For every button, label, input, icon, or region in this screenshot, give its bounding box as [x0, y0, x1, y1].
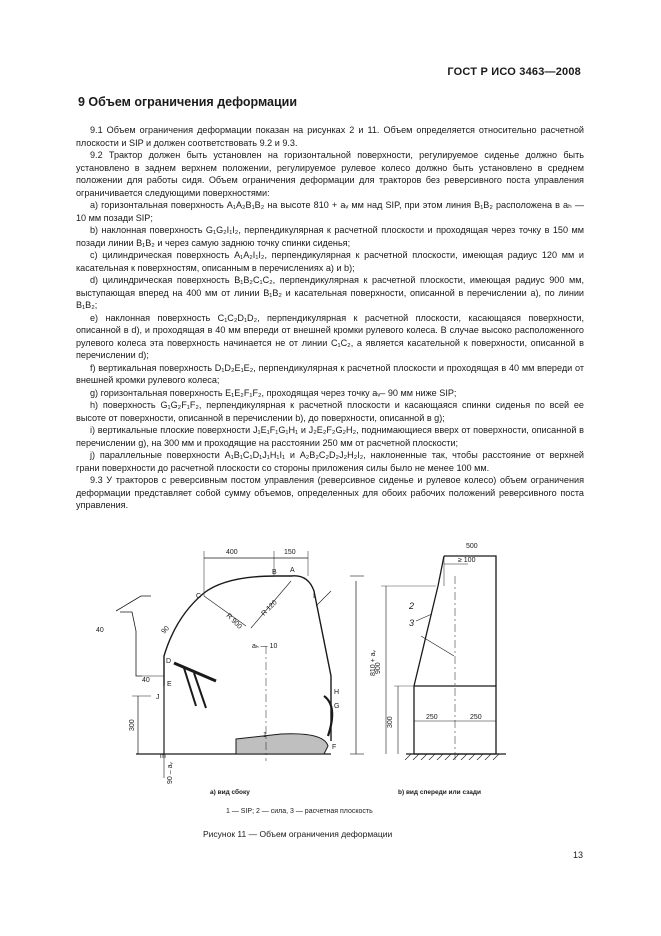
dim-av: 90 – aᵥ	[167, 762, 174, 784]
paragraph-9-1: 9.1 Объем ограничения деформации показан на рисунках 2 и 11. Объем определяется относительно расчетной плоскости и SIP и должен соответствовать 9.2 и 9.3.	[76, 125, 584, 148]
paragraph-9-3: 9.3 У тракторов с реверсивным постом управления (реверсивное сиденье и рулевое колесо) объем ограничения деформации представляет собой сумму объемов, определенных для обоих рабочих положений реверсивного поста управления.	[76, 475, 584, 510]
point-G: G	[334, 703, 340, 710]
caption-front-view: b) вид спереди или сзади	[398, 789, 481, 796]
point-F: F	[332, 744, 337, 751]
dim-500: 500	[466, 543, 478, 550]
figure-title: Рисунок 11 — Объем ограничения деформации	[203, 829, 393, 839]
radius-900: R 900	[224, 612, 243, 631]
page-number: 13	[573, 850, 584, 860]
item-a: a) горизонтальная поверхность A₁A₂B₁B₂ на высоте 810 + aᵥ мм над SIP, при этом линия B₁B₂ расположена в aₕ — 10 мм позади SIP;	[76, 200, 584, 223]
item-f: f) вертикальная поверхность D₁D₂E₁E₂, перпендикулярная к расчетной плоскости и проходящая в 40 мм впереди от внешней кромки рулевого колеса;	[76, 362, 584, 385]
dim-40-top: 40	[96, 627, 104, 634]
dim-90: 90	[160, 624, 171, 636]
point-B: B	[272, 569, 277, 576]
dim-150: 150	[284, 549, 296, 556]
body-text	[76, 124, 584, 512]
section-title: 9 Объем ограничения деформации	[78, 95, 298, 109]
item-d: d) цилиндрическая поверхность B₁B₂C₁C₂, перпендикулярная к расчетной плоскости, имеющая радиус 900 мм, выступающая вперед на 400 мм от линии B₁B₂ и касательная поверхности, описанной в перечислении a), по линии B₁B₂;	[76, 275, 584, 310]
dim-810: 810 + aᵥ	[370, 650, 377, 676]
item-h: h) поверхность G₁G₂F₁F₂, перпендикулярная к расчетной плоскости и касающаяся спинки сиденья по всей ее высоте от поверхности, описанной в перечислении b), до поверхности, описанной в g);	[76, 400, 584, 423]
dim-300-side: 300	[129, 719, 136, 731]
mark-3-plane: 3	[409, 618, 415, 628]
item-c: c) цилиндрическая поверхность A₁A₂I₁I₂, перпендикулярная к расчетной плоскости, имеющая радиус 120 мм и касательная к поверхностям, описанным в перечислениях a) и b);	[76, 250, 584, 273]
dim-300-front: 300	[387, 716, 394, 728]
item-e: e) наклонная поверхность C₁C₂D₁D₂, перпендикулярная к расчетной плоскости, касающаяся поверхности, описанной в d), и проходящая в 40 мм впереди от внешней кромки рулевого колеса. В случае высоко расположенного рулевого колеса эта поверхность начинается не от линии C₁C₂, а является касательной к поверхности, описанной в перечислении d);	[76, 312, 584, 360]
point-A: A	[290, 567, 295, 574]
dim-250-left: 250	[426, 714, 438, 721]
point-1: 1	[263, 732, 267, 739]
dim-900: 900	[375, 662, 382, 674]
dim-min-100: ≥ 100	[458, 557, 476, 564]
dim-250-right: 250	[470, 714, 482, 721]
point-m: m	[160, 753, 166, 760]
figure-legend: 1 — SIP; 2 — сила, 3 — расчетная плоскость	[226, 808, 373, 815]
point-E: E	[167, 681, 172, 688]
dim-400: 400	[226, 549, 238, 556]
point-D: D	[166, 658, 172, 665]
caption-side-view: а) вид сбоку	[210, 789, 250, 796]
item-b: b) наклонная поверхность G₁G₂I₁I₂, перпендикулярная к расчетной плоскости и проходящая через точку в 150 мм позади линии B₁B₂ и через самую заднюю точку спинки сиденья;	[76, 225, 584, 248]
dim-40-left: 40	[142, 677, 150, 684]
mark-2-force: 2	[409, 601, 415, 611]
side-view	[116, 551, 364, 778]
front-view-labels	[375, 543, 482, 728]
front-view	[381, 556, 506, 761]
item-i: i) вертикальные плоские поверхности J₁E₁F₁G₁H₁ и J₂E₂F₂G₂H₂, поднимающиеся вверх от поверхности, описанной в перечислении g), на 300 мм и проходящие на расстоянии 250 мм от расчетной плоскости;	[76, 425, 584, 448]
point-I: I	[313, 593, 315, 600]
dim-ah: aₕ — 10	[252, 643, 278, 650]
item-j: j) параллельные поверхности A₁B₁C₁D₁J₁H₁I₁ и A₂B₂C₂D₂J₂H₂I₂, наклоненные так, чтобы расстояние от верхней грани поверхности до расчетной плоскости со стороны приложения силы было не менее 100 мм.	[76, 450, 584, 473]
radius-120: R 120	[260, 599, 279, 618]
paragraph-9-2: 9.2 Трактор должен быть установлен на горизонтальной поверхности, регулируемое сиденье должно быть установлено в заднем верхнем положении, регулируемое рулевое колесо должно быть установлено в среднем положении для работы сидя. Объем ограничения деформации для тракторов без реверсивного поста управления ограничивается следующими поверхностями:	[76, 150, 584, 198]
point-H: H	[334, 689, 340, 696]
item-g: g) горизонтальная поверхность E₁E₂F₁F₂, проходящая через точку aᵥ– 90 мм ниже SIP;	[90, 387, 457, 398]
point-J: J	[156, 694, 160, 701]
document-id: ГОСТ Р ИСО 3463—2008	[447, 66, 581, 78]
point-C: C	[196, 593, 202, 600]
figure-11-drawing	[76, 536, 586, 786]
